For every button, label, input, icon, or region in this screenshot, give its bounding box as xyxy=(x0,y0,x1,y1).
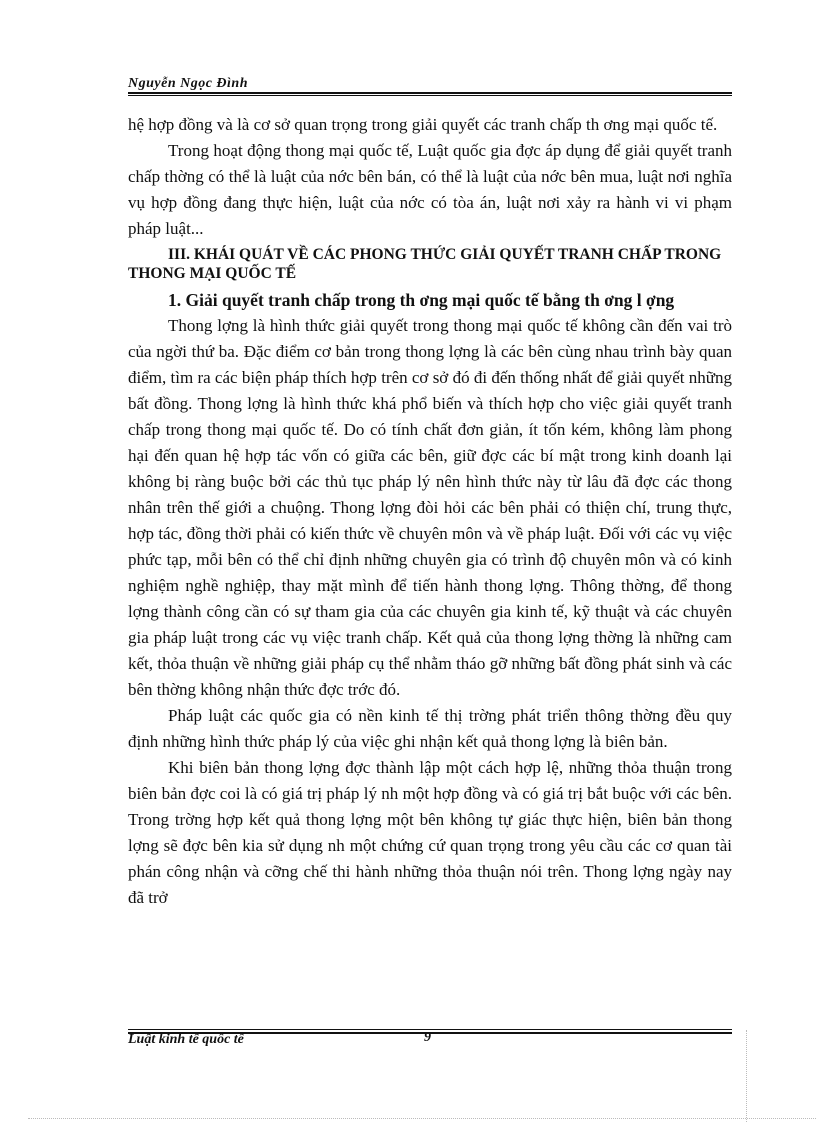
body-text xyxy=(128,112,732,911)
header-rule xyxy=(128,92,732,94)
section-heading: III. KHÁI QUÁT VỀ CÁC PHONG THỨC GIẢI QUYẾT TRANH CHẤP TRONG THONG MẠI QUỐC TẾ xyxy=(128,246,722,282)
paragraph: Trong hoạt động thong mại quốc tế, Luật quốc gia đợc áp dụng để giải quyết tranh chấp thờng có thể là luật của nớc bên bán, có thể là luật của nớc bên mua, luật nơi nghĩa vụ hợp đồng đang thực hiện, luật của nớc có tòa án, luật nơi xảy ra hành vi vi phạm pháp luật... xyxy=(128,141,732,238)
running-footer: Luật kinh tế quốc tế xyxy=(128,1032,244,1047)
margin-guide xyxy=(746,1030,747,1122)
margin-guide xyxy=(28,1118,816,1119)
paragraph: Pháp luật các quốc gia có nền kinh tế thị trờng phát triển thông thờng đều quy định những hình thức pháp lý của việc ghi nhận kết quả thong lợng là biên bản. xyxy=(128,706,732,751)
header-rule-thin xyxy=(128,95,732,96)
paragraph: Thong lợng là hình thức giải quyết trong thong mại quốc tế không cần đến vai trò của ngời thứ ba. Đặc điểm cơ bản trong thong lợng là các bên cùng nhau trình bày quan điểm, tìm ra các biện pháp thích hợp trên cơ sở đó đi đến thống nhất để giải quyết những bất đồng. Thong lợng là hình thức khá phổ biến và thích hợp cho việc giải quyết tranh chấp trong thong mại quốc tế. Do có tính chất đơn giản, ít tốn kém, không làm phong hại đến quan hệ hợp tác vốn có giữa các bên, giữ đợc các bí mật trong kinh doanh lại không bị ràng buộc bởi các thủ tục pháp lý nên hình thức này từ lâu đã đợc các thong nhân trên thế giới a chuộng. Thong lợng đòi hỏi các bên phải có thiện chí, trung thực, hợp tác, đồng thời phải có kiến thức về chuyên môn và về pháp luật. Đối với các vụ việc phức tạp, mỗi bên có thể chỉ định những chuyên gia có trình độ chuyên môn và có kinh nghiệm nghề nghiệp, thay mặt mình để tiến hành thong lợng. Thông thờng, để thong lợng thành công cần có sự tham gia của các chuyên gia kinh tế, kỹ thuật và các chuyên gia pháp luật trong các vụ việc tranh chấp. Kết quả của thong lợng thờng là những cam kết, thỏa thuận về những giải pháp cụ thể nhằm tháo gỡ những bất đồng phát sinh và các bên thờng không nhận thức đợc trớc đó. xyxy=(128,316,732,699)
paragraph: hệ hợp đồng và là cơ sở quan trọng trong giải quyết các tranh chấp th ơng mại quốc tế. xyxy=(128,115,718,134)
page-number: 9 xyxy=(424,1030,431,1045)
running-header: Nguyễn Ngọc Đình xyxy=(128,76,249,91)
paragraph: Khi biên bản thong lợng đợc thành lập một cách hợp lệ, những thỏa thuận trong biên bản đợc coi là có giá trị pháp lý nh một hợp đồng và có giá trị bắt buộc với các bên. Trong trờng hợp kết quả thong lợng một bên không tự giác thực hiện, biên bản thong lợng sẽ đợc bên kia sử dụng nh một chứng cứ quan trọng trong yêu cầu các cơ quan tài phán công nhận và cỡng chế thi hành những thỏa thuận nói trên. Thong lợng ngày nay đã trở xyxy=(128,758,732,907)
subsection-heading: 1. Giải quyết tranh chấp trong th ơng mại quốc tế bằng th ơng l ợng xyxy=(168,290,675,310)
